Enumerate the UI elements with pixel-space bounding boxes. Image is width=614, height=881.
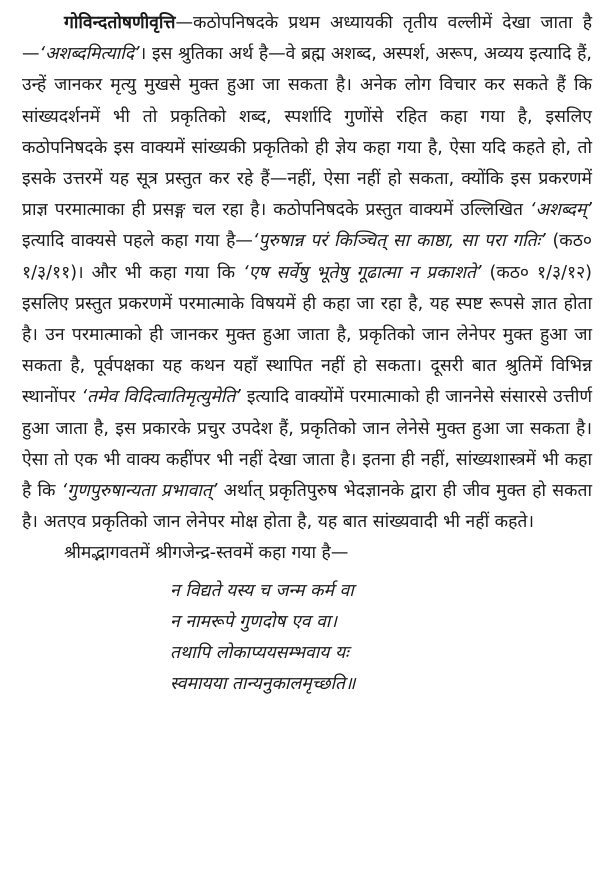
verse	[170, 576, 592, 701]
commentary-paragraph	[22, 8, 592, 538]
seg-quote: ‘एष सर्वेषु भूतेषु गूढात्मा न प्रकाशते’	[243, 262, 482, 283]
commentary-heading: गोविन्दतोषणीवृत्ति	[64, 13, 176, 33]
verse-line: न नामरूपे गुणदोष एव वा।	[170, 611, 337, 632]
seg: अर्थात् प्रकृतिपुरुष भेदज्ञानके द्वारा ही जीव मुक्त हो सकता है। अतएव प्रकृतिको जान लेनेपर मोक्ष होता है, यह बात सांख्यवादी भी नहीं कहते।	[22, 481, 593, 533]
seg: —कठोपनिषदके प्रथम अध्यायकी तृतीय वल्लीमें देखा जाता है—	[22, 13, 592, 65]
verse-line: न विद्यते यस्य च जन्म कर्म वा	[170, 580, 354, 601]
seg-quote: ‘अशब्दम्’	[530, 200, 592, 221]
seg-quote: ‘गुणपुरुषान्यता प्रभावात्’	[61, 481, 218, 502]
page	[22, 8, 592, 700]
seg: इत्यादि वाक्यसे पहले कहा गया है—	[22, 231, 253, 252]
seg-quote: ‘पुरुषान्न परं किञ्चित् सा काष्ठा, सा परा गतिः’	[252, 231, 546, 252]
seg-quote: ‘अशब्दमित्यादि’	[39, 44, 140, 65]
verse-line: तथापि लोकाप्ययसम्भवाय यः	[170, 643, 349, 664]
seg-quote: ‘तमेव विदित्वातिमृत्युमेति’	[81, 387, 241, 408]
quote-intro: श्रीमद्भागवतमें श्रीगजेन्द्र-स्तवमें कहा गया है—	[64, 543, 349, 564]
verse-line: स्वमायया तान्यनुकालमृच्छति॥	[170, 674, 356, 695]
seg: (कठ० १/३/१२) इसलिए प्रस्तुत प्रकरणमें परमात्माके विषयमें ही कहा जा रहा है, यह स्पष्ट रूपसे ज्ञात होता है। उन परमात्माको ही जानकर मुक्त हुआ जाता है, प्रकृतिको जान लेनेपर मुक्त हुआ जा सकता है, पूर्वपक्षका यह कथन यहाँ स्थापित नहीं हो सकता। दूसरी बात श्रुतिमें विभिन्न स्थानोंपर	[22, 262, 593, 408]
seg: (कठ० १/३/११)। और भी कहा गया कि	[22, 231, 592, 283]
seg: । इस श्रुतिका अर्थ है—वे ब्रह्म अशब्द, अस्पर्श, अरूप, अव्यय इत्यादि हैं, उन्हें जानकर मृत्यु मुखसे मुक्त हुआ जा सकता है। अनेक लोग विचार कर सकते हैं कि सांख्यदर्शनमें भी तो प्रकृतिको शब्द, स्पर्शादि गुणोंसे रहित कहा गया है, इसलिए कठोपनिषदके इस वाक्यमें सांख्यकी प्रकृतिको ही ज्ञेय कहा गया है, ऐसा यदि कहते हो, तो इसके उत्तरमें यह सूत्र प्रस्तुत कर रहे हैं—नहीं, ऐसा नहीं हो सकता, क्योंकि इस प्रकरणमें प्राज्ञ परमात्माका ही प्रसङ्ग चल रहा है। कठोपनिषदके प्रस्तुत वाक्यमें उल्लिखित	[22, 44, 592, 221]
seg: इत्यादि वाक्योंमें परमात्माको ही जाननेसे संसारसे उत्तीर्ण हुआ जाता है, इस प्रकारके प्रचुर उपदेश हैं, प्रकृतिको जान लेनेसे मुक्त हुआ जा सकता है। ऐसा तो एक भी वाक्य कहींपर भी नहीं देखा जाता है। इतना ही नहीं, सांख्यशास्त्रमें भी कहा है कि	[22, 387, 593, 502]
